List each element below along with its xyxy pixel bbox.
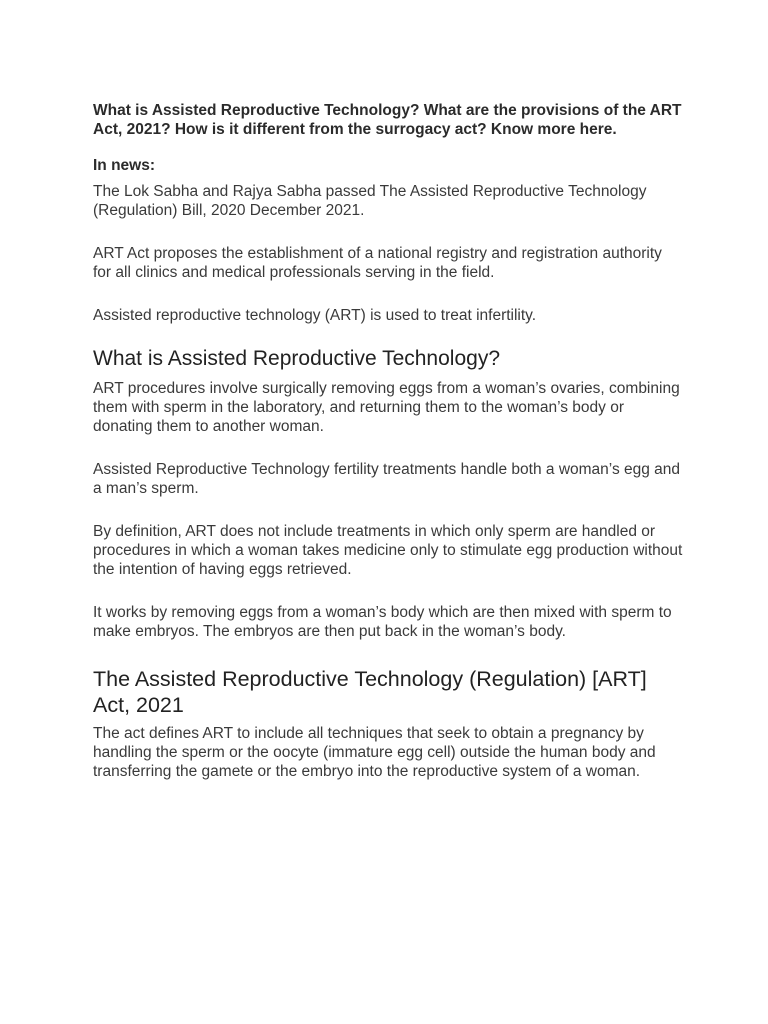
section-paragraph: It works by removing eggs from a woman’s body which are then mixed with sperm to make embryos. The embryos are then put back in the woman’s body.	[93, 604, 672, 640]
section-paragraph: ART procedures involve surgically removing eggs from a woman’s ovaries, combining them with sperm in the laboratory, and returning them to the woman’s body or donating them to another woman.	[93, 380, 680, 435]
news-paragraph: Assisted reproductive technology (ART) is used to treat infertility.	[93, 307, 537, 324]
section-heading-art: What is Assisted Reproductive Technology?	[93, 347, 500, 370]
intro-text: What is Assisted Reproductive Technology? What are the provisions of the ART Act, 2021? How is it different from the surrogacy act? Know more here.	[93, 102, 682, 138]
section-paragraph: Assisted Reproductive Technology fertility treatments handle both a woman’s egg and a man’s sperm.	[93, 461, 681, 497]
document-page	[93, 101, 683, 805]
in-news-label: In news:	[93, 157, 156, 174]
section-paragraph: By definition, ART does not include treatments in which only sperm are handled or procedures in which a woman takes medicine only to stimulate egg production without the intention of having eggs retrieved.	[93, 523, 683, 578]
section-paragraph: The act defines ART to include all techniques that seek to obtain a pregnancy by handling the sperm or the oocyte (immature egg cell) outside the human body and transferring the gamete or the embryo into the reproductive system of a woman.	[93, 725, 656, 780]
news-paragraph: The Lok Sabha and Rajya Sabha passed The Assisted Reproductive Technology (Regulation) Bill, 2020 December 2021.	[93, 183, 647, 219]
section-heading-art-act: The Assisted Reproductive Technology (Regulation) [ART] Act, 2021	[93, 667, 647, 717]
news-paragraph: ART Act proposes the establishment of a national registry and registration authority for all clinics and medical professionals serving in the field.	[93, 245, 662, 281]
